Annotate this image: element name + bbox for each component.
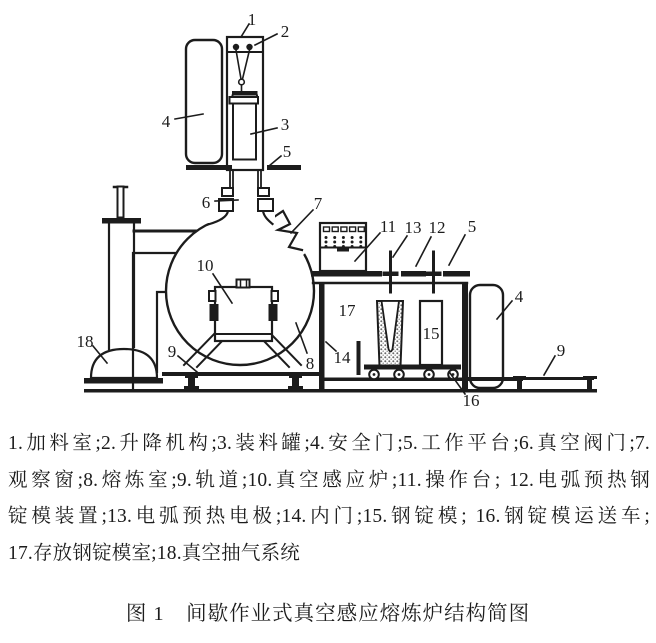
safety-door-right: [470, 285, 503, 388]
charging-tank: [230, 97, 259, 160]
callout-8: 8: [305, 354, 315, 373]
safety-door-left: [186, 40, 222, 163]
callout-4-right: 4: [514, 287, 524, 306]
figure-legend: [8, 426, 650, 572]
callout-10: 10: [196, 256, 214, 275]
callout-15: 15: [422, 324, 440, 343]
callout-18: 18: [76, 332, 94, 351]
legend-line-1: 1.加料室;2.升降机构;3.装料罐;4.安全门;5.工作平台;6.真空阀门;7.: [8, 433, 650, 454]
inner-door: [357, 341, 361, 375]
callout-5-right: 5: [467, 217, 477, 236]
figure-caption: 图 1 间歇作业式真空感应熔炼炉结构简图: [125, 603, 531, 625]
control-console: [320, 223, 366, 271]
callout-2: 2: [280, 22, 290, 41]
callout-14: 14: [333, 348, 351, 367]
callout-12: 12: [428, 218, 446, 237]
callout-7: 7: [313, 194, 323, 213]
callout-1: 1: [247, 10, 257, 29]
callout-4-left: 4: [161, 112, 171, 131]
legend-line-2: 观察窗;8.熔炼室;9.轨道;10.真空感应炉;11.操作台; 12.电弧预热钢: [8, 469, 650, 491]
callout-13: 13: [404, 218, 422, 237]
rail-track-left: [162, 372, 323, 389]
callout-5-top: 5: [282, 142, 292, 161]
callout-11: 11: [379, 217, 397, 236]
legend-line-4: 17.存放钢锭模室;18.真空抽气系统: [8, 542, 300, 564]
callout-16: 16: [462, 391, 480, 410]
callout-9-right: 9: [556, 341, 566, 360]
callout-17: 17: [338, 301, 356, 320]
legend-line-3: 锭模装置;13.电弧预热电极;14.内门;15.钢锭模; 16.钢锭模运送车;: [8, 506, 650, 527]
callout-6: 6: [201, 193, 211, 212]
callout-9-left: 9: [167, 342, 177, 361]
transport-cart: [364, 365, 461, 380]
callout-3: 3: [280, 115, 290, 134]
